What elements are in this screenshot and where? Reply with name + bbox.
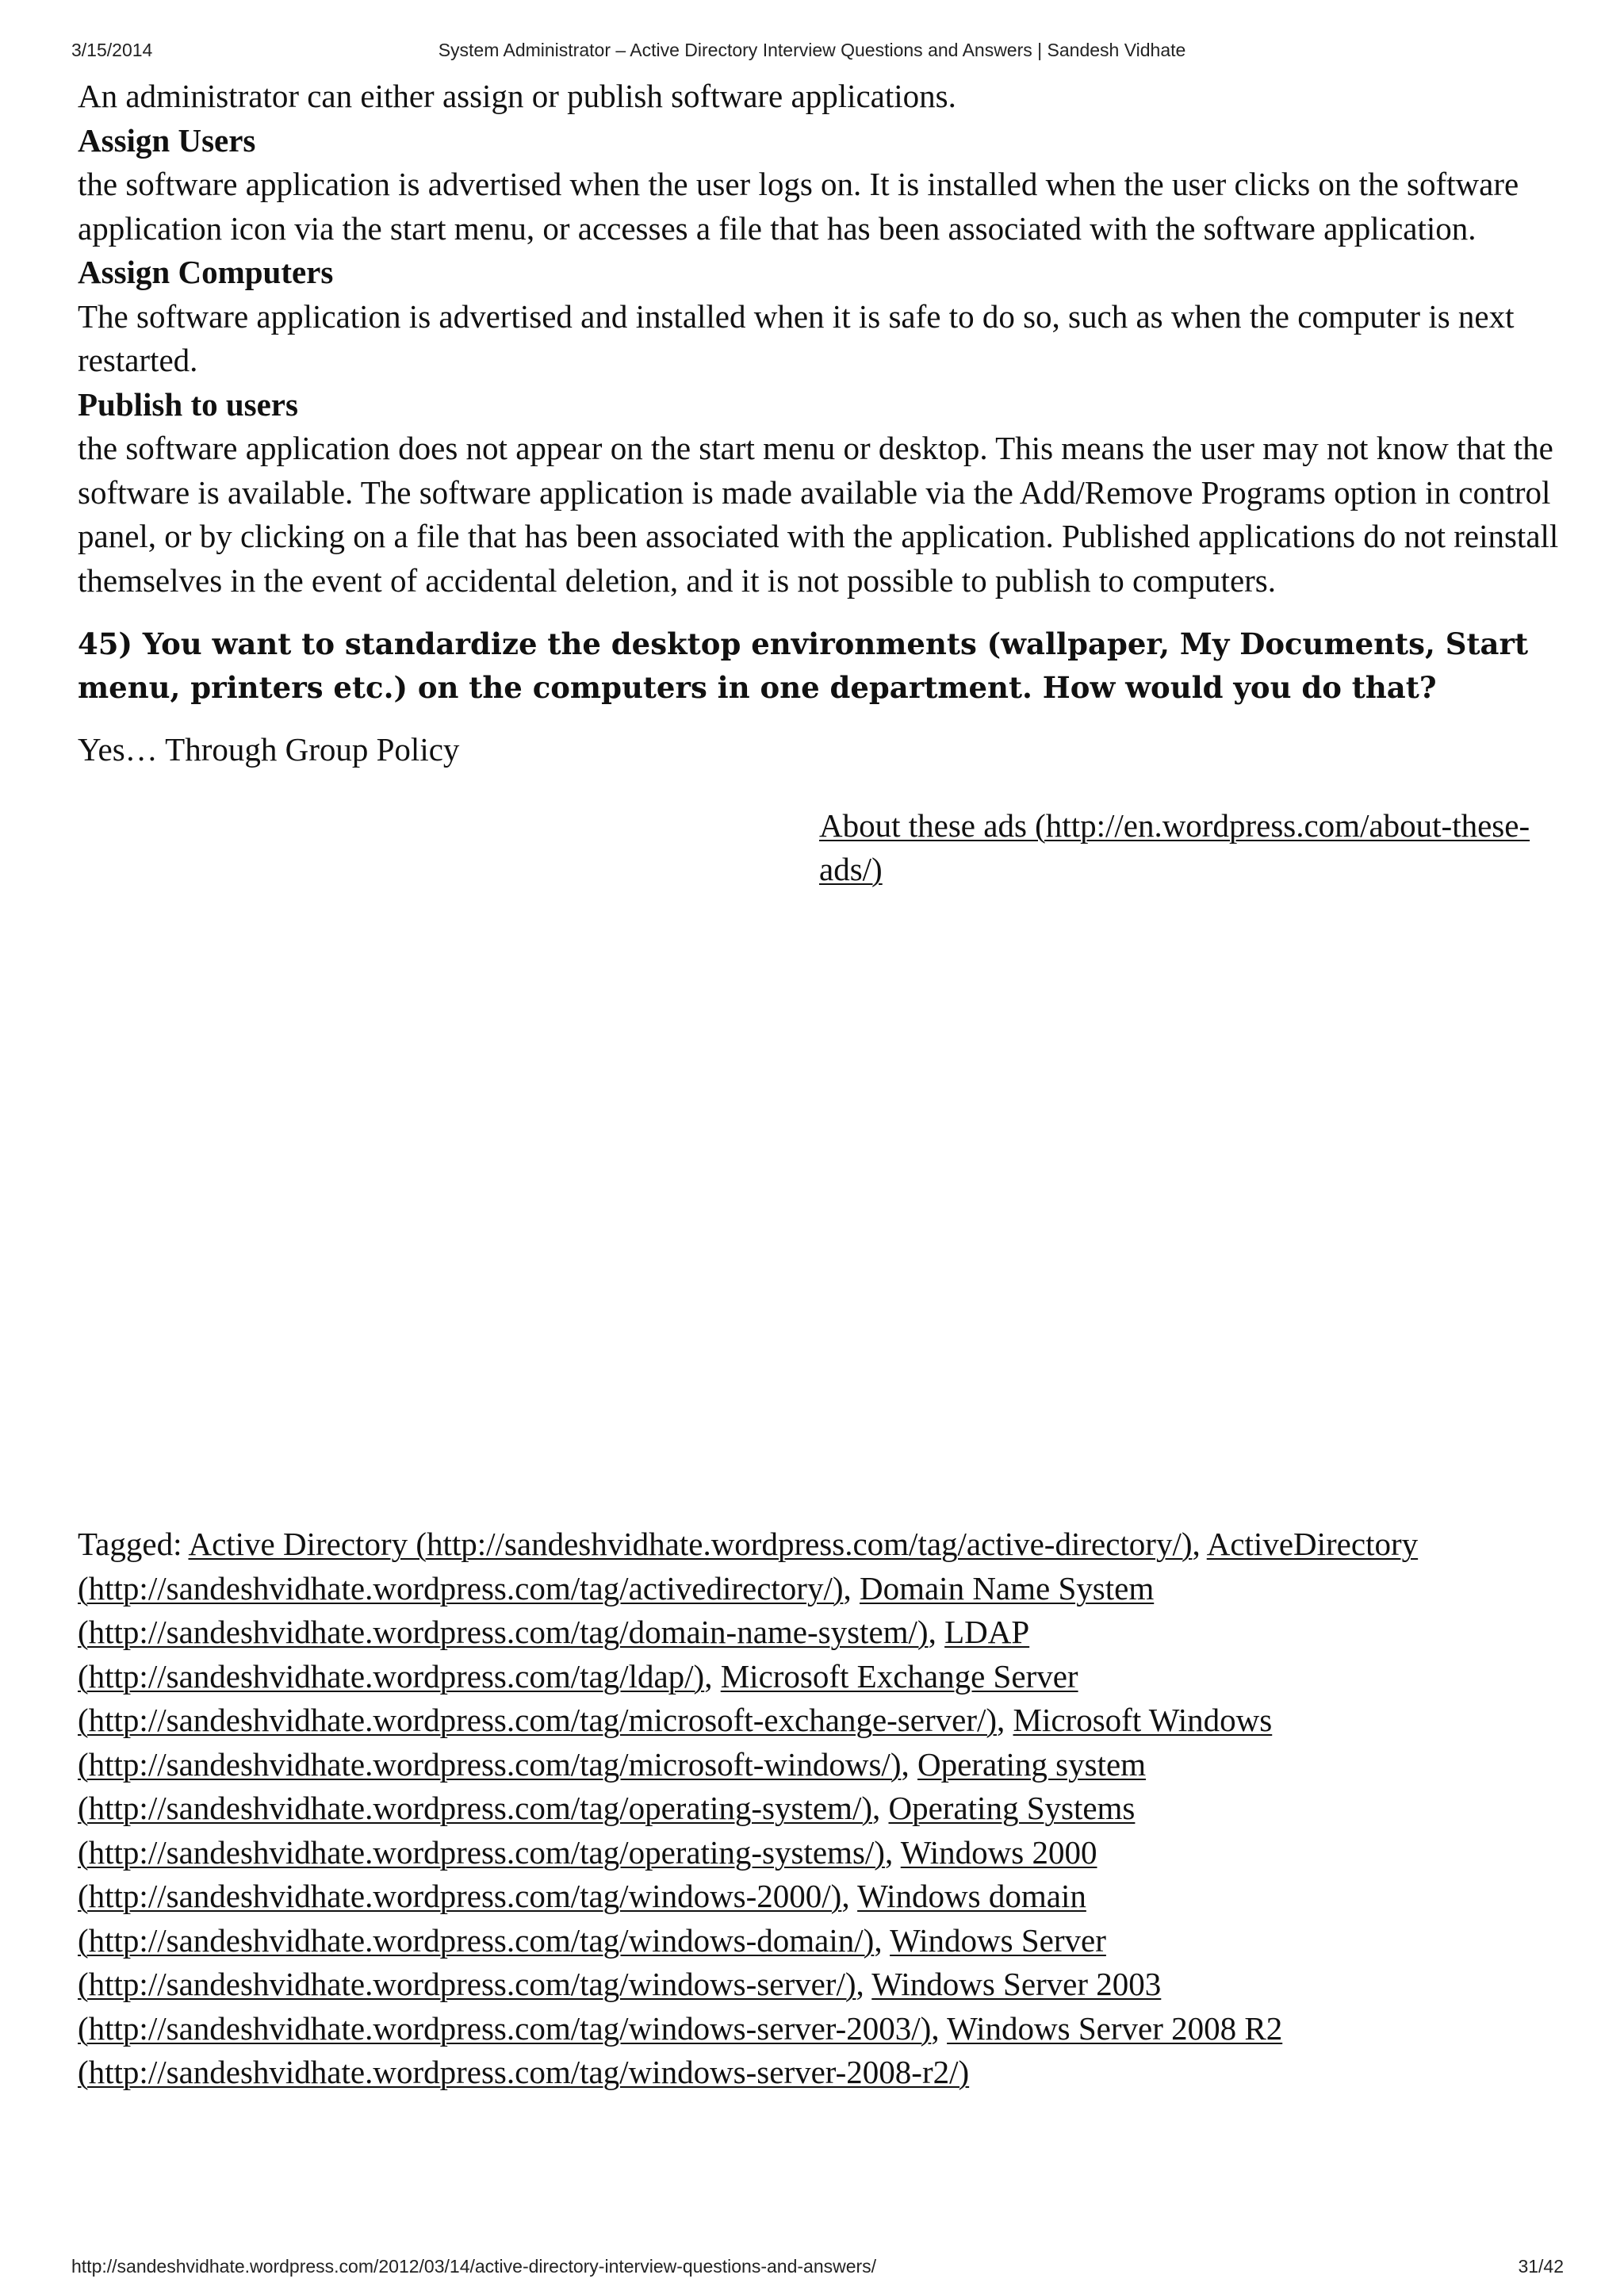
assign-computers-heading: Assign Computers xyxy=(78,254,334,290)
publish-users-heading: Publish to users xyxy=(78,385,298,423)
tag-link[interactable]: Windows 2000 (http://sandeshvidhate.wordpress.com/tag/windows-2000/) xyxy=(78,1833,1097,1914)
footer-url: http://sandeshvidhate.wordpress.com/2012/03/14/active-directory-interview-questions-and-answers/ xyxy=(71,2256,877,2277)
question-heading: 45) You want to standardize the desktop environments (wallpaper, My Documents, Start menu, printers etc.) on the computers in one department. How would you do that? xyxy=(78,626,1529,705)
tag-link[interactable]: Windows domain (http://sandeshvidhate.wordpress.com/tag/windows-domain/) xyxy=(78,1878,1086,1959)
article-body xyxy=(78,75,1568,892)
assign-users-heading: Assign Users xyxy=(78,121,256,159)
tag-link[interactable]: LDAP (http://sandeshvidhate.wordpress.com/tag/ldap/) xyxy=(78,1614,1030,1695)
tag-link[interactable]: ActiveDirectory (http://sandeshvidhate.wordpress.com/tag/activedirectory/) xyxy=(78,1526,1419,1607)
header-title: System Administrator – Active Directory Interview Questions and Answers | Sandesh Vidhate xyxy=(438,40,1186,60)
tag-link[interactable]: Microsoft Exchange Server (http://sandeshvidhate.wordpress.com/tag/microsoft-exchange-server/) xyxy=(78,1657,1078,1738)
answer-text: Yes… Through Group Policy xyxy=(78,731,460,768)
page-number: 31/42 xyxy=(1518,2256,1564,2277)
assign-users-text: the software application is advertised when the user logs on. It is installed when the user clicks on the software application icon via the start menu, or accesses a file that has been associated with the software application. xyxy=(78,166,1519,247)
tag-link[interactable]: Domain Name System (http://sandeshvidhate.wordpress.com/tag/domain-name-system/) xyxy=(78,1569,1155,1650)
assign-computers-text: The software application is advertised and installed when it is safe to do so, such as when the computer is next restarted. xyxy=(78,297,1515,378)
header-date: 3/15/2014 xyxy=(71,40,153,60)
publish-users-text: the software application does not appear on the start menu or desktop. This means the user may not know that the software is available. The software application is made available via the Add/Remove Programs option in control panel, or by clicking on a file that has been associated with the application. Published applications do not reinstall themselves in the event of accidental deletion, and it is not possible to publish to computers. xyxy=(78,430,1559,599)
tag-link[interactable]: Active Directory (http://sandeshvidhate.wordpress.com/tag/active-directory/) xyxy=(188,1526,1193,1562)
tag-link[interactable]: Microsoft Windows (http://sandeshvidhate.wordpress.com/tag/microsoft-windows/) xyxy=(78,1702,1273,1783)
tag-link[interactable]: Operating system (http://sandeshvidhate.wordpress.com/tag/operating-system/) xyxy=(78,1745,1147,1826)
intro-text: An administrator can either assign or publish software applications. xyxy=(78,78,956,114)
tag-link[interactable]: Operating Systems (http://sandeshvidhate.wordpress.com/tag/operating-systems/) xyxy=(78,1790,1136,1871)
page-header xyxy=(0,40,1624,71)
about-ads-link[interactable]: About these ads (http://en.wordpress.com/about-these-ads/) xyxy=(819,806,1530,887)
tag-link[interactable]: Windows Server 2003 (http://sandeshvidhate.wordpress.com/tag/windows-server-2003/) xyxy=(78,1966,1162,2047)
tags-section: Tagged: Active Directory (http://sandeshvidhate.wordpress.com/tag/active-directory/), ActiveDirectory (http://sandeshvidhate.wordpress.com/tag/activedirectory/), Domain Name System (http://sandeshvidhate.wordpress.com/tag/domain-name-system/), LDAP (http://sandeshvidhate.wordpress.com/tag/ldap/), Microsoft Exchange Server (http://sandeshvidhate.wordpress.com/tag/microsoft-exchange-server/), Microsoft Windows (http://sandeshvidhate.wordpress.com/tag/microsoft-windows/), Operating system (http://sandeshvidhate.wordpress.com/tag/operating-system/), Operating Systems (http://sandeshvidhate.wordpress.com/tag/operating-systems/), Windows 2000 (http://sandeshvidhate.wordpress.com/tag/windows-2000/), Windows domain (http://sandeshvidhate.wordpress.com/tag/windows-domain/), Windows Server (http://sandeshvidhate.wordpress.com/tag/windows-server/), Windows Server 2003 (http://sandeshvidhate.wordpress.com/tag/windows-server-2003/), Windows Server 2008 R2 (http://sandeshvidhate.wordpress.com/tag/windows-server-2008-r2/) xyxy=(78,1526,1419,2090)
page-footer xyxy=(0,2256,1624,2288)
tag-link[interactable]: Windows Server 2008 R2 (http://sandeshvidhate.wordpress.com/tag/windows-server-2008-r2/) xyxy=(78,2009,1283,2090)
tag-link[interactable]: Windows Server (http://sandeshvidhate.wordpress.com/tag/windows-server/) xyxy=(78,1921,1106,2002)
tags-label: Tagged: xyxy=(78,1526,182,1562)
